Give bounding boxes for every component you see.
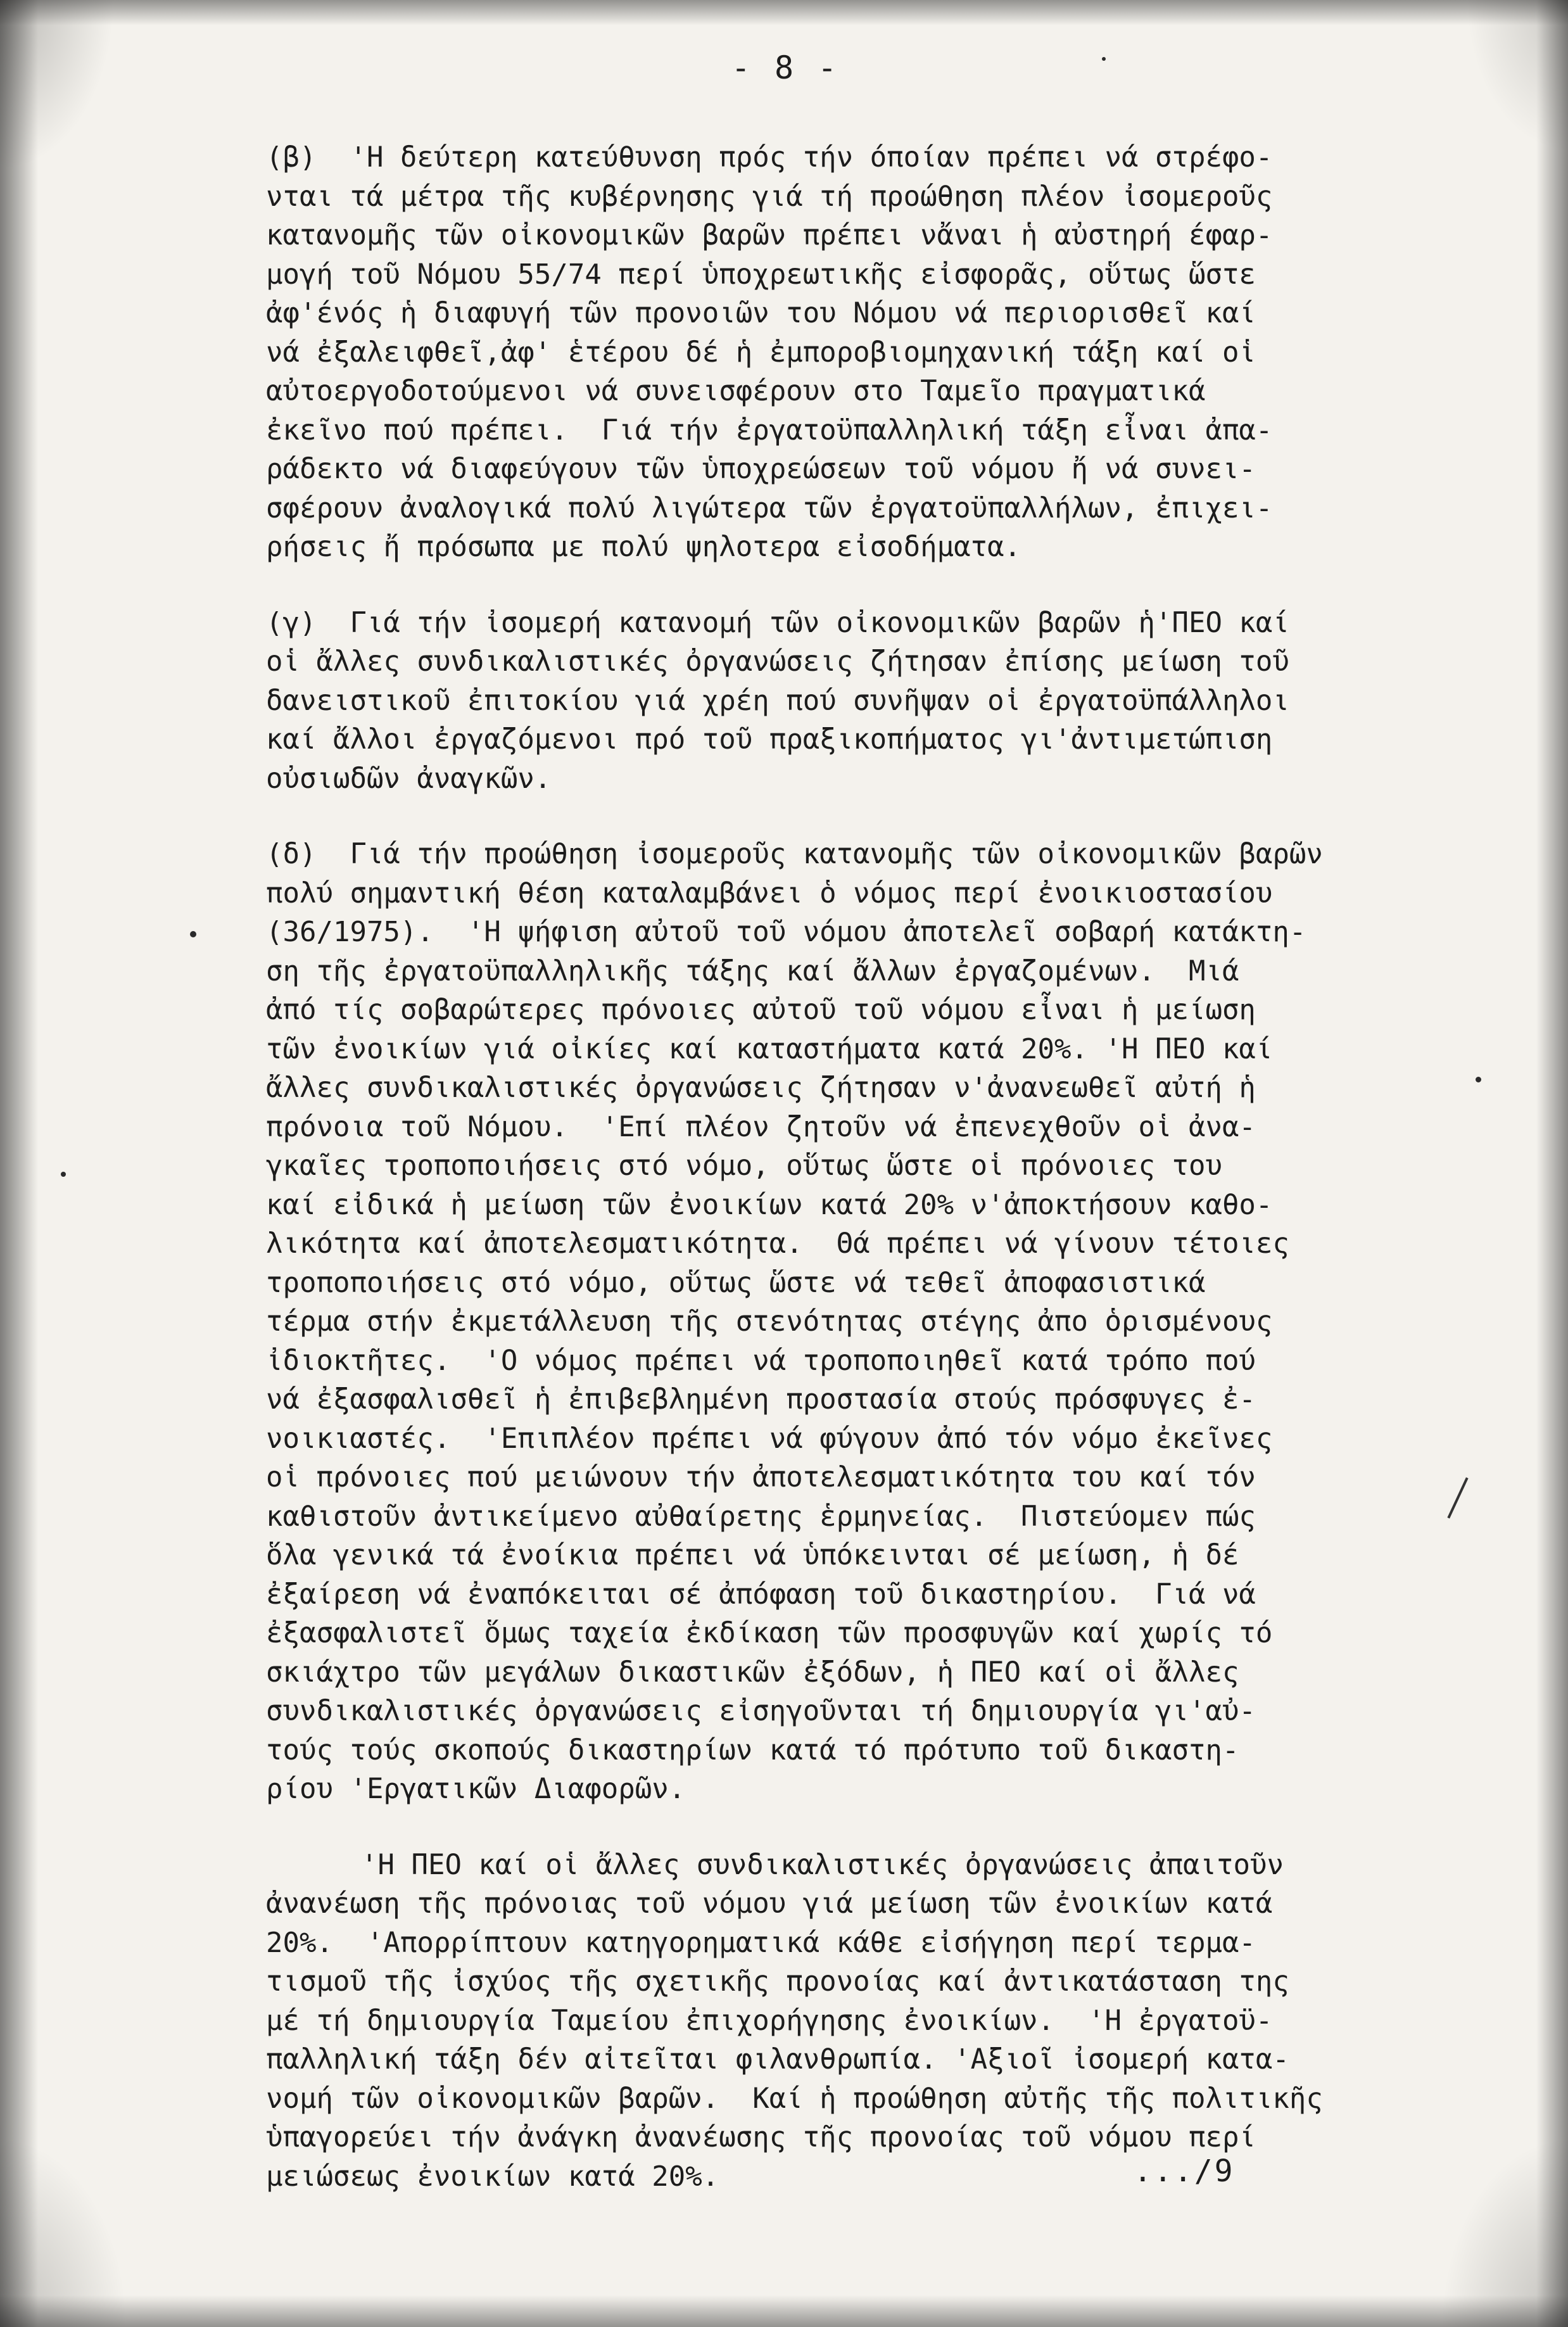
text-line: τροποποιήσεις στό νόμο, οὕτως ὥστε νά τεθεῖ ἀποφασιστικά xyxy=(266,1266,1206,1299)
text-line: νομή τῶν οἰκονομικῶν βαρῶν. Καί ἡ προώθηση αὐτῆς τῆς πολιτικῆς xyxy=(266,2082,1323,2115)
text-line: λικότητα καί ἀποτελεσματικότητα. Θά πρέπει νά γίνουν τέτοιες xyxy=(266,1227,1289,1260)
text-line: (β) 'Η δεύτερη κατεύθυνση πρός τήν όποίαν πρέπει νά στρέφο- xyxy=(266,141,1273,174)
text-line: νά ἐξαλειφθεῖ,ἀφ' ἑτέρου δέ ἡ ἐμποροβιομηχανική τάξη καί οἱ xyxy=(266,336,1256,369)
text-line: τῶν ἐνοικίων γιά οἰκίες καί καταστήματα κατά 20%. 'Η ΠΕΟ καί xyxy=(266,1032,1273,1065)
scan-shadow-right xyxy=(1536,0,1568,2327)
scan-speck xyxy=(61,1172,66,1177)
text-line: ἐξασφαλιστεῖ ὅμως ταχεία ἐκδίκαση τῶν προσφυγῶν καί χωρίς τό xyxy=(266,1617,1273,1649)
text-line: ση τῆς ἐργατοϋπαλληλικῆς τάξης καί ἄλλων ἐργαζομένων. Μιά xyxy=(266,954,1239,987)
text-line: νται τά μέτρα τῆς κυβέρνησης γιά τή προώθηση πλέον ἰσομεροῦς xyxy=(266,180,1273,213)
paragraph xyxy=(266,835,1419,1809)
text-line: ρήσεις ἤ πρόσωπα με πολύ ψηλοτερα εἰσοδήματα. xyxy=(266,531,1021,563)
scan-speck xyxy=(1476,1077,1481,1082)
text-line: οἱ πρόνοιες πού μειώνουν τήν ἀποτελεσματικότητα του καί τόν xyxy=(266,1461,1256,1493)
text-line: 'Η ΠΕΟ καί οἱ ἄλλες συνδικαλιστικές ὀργανώσεις ἀπαιτοῦν xyxy=(361,1848,1284,1881)
scan-speck xyxy=(1102,57,1106,61)
margin-pen-mark xyxy=(1447,1477,1468,1518)
text-line: ἀπό τίς σοβαρώτερες πρόνοιες αὐτοῦ τοῦ νόμου εἶναι ἡ μείωση xyxy=(266,994,1256,1026)
text-line: νά ἐξασφαλισθεῖ ἡ ἐπιβεβλημένη προστασία στούς πρόσφυγες ἐ- xyxy=(266,1383,1256,1416)
text-line: (γ) Γιά τήν ἰσομερή κατανομή τῶν οἰκονομικῶν βαρῶν ἡ'ΠΕΟ καί xyxy=(266,606,1289,639)
text-line: τούς τούς σκοπούς δικαστηρίων κατά τό πρότυπο τοῦ δικαστη- xyxy=(266,1734,1239,1766)
paragraph xyxy=(266,1846,1419,2197)
text-line: μειώσεως ἐνοικίων κατά 20%. xyxy=(266,2160,719,2193)
text-line: σφέρουν ἀναλογικά πολύ λιγώτερα τῶν ἐργατοϋπαλλήλων, ἐπιχει- xyxy=(266,491,1273,524)
text-line: δανειστικοῦ ἐπιτοκίου γιά χρέη πού συνῆψαν οἱ ἐργατοϋπάλληλοι xyxy=(266,684,1289,717)
text-line: μέ τή δημιουργία Ταμείου ἐπιχορήγησης ἐνοικίων. 'Η ἐργατοϋ- xyxy=(266,2004,1273,2037)
text-line: τισμοῦ τῆς ἰσχύος τῆς σχετικῆς προνοίας καί ἀντικατάσταση της xyxy=(266,1965,1289,1998)
text-line: ὅλα γενικά τά ἐνοίκια πρέπει νά ὑπόκεινται σέ μείωση, ἡ δέ xyxy=(266,1539,1239,1571)
paragraph xyxy=(266,138,1419,567)
text-line: ἀφ'ένός ἡ διαφυγή τῶν προνοιῶν του Νόμου νά περιορισθεῖ καί xyxy=(266,297,1256,329)
text-line: σκιάχτρο τῶν μεγάλων δικαστικῶν ἐξόδων, ἡ ΠΕΟ καί οἱ ἄλλες xyxy=(266,1656,1239,1689)
paragraph-gap xyxy=(266,798,1419,835)
text-line: πρόνοια τοῦ Νόμου. 'Επί πλέον ζητοῦν νά ἐπενεχθοῦν οἱ ἀνα- xyxy=(266,1110,1256,1143)
text-line: οὐσιωδῶν ἀναγκῶν. xyxy=(266,762,552,795)
scan-shadow-top xyxy=(0,0,1568,25)
text-line: ρίου 'Εργατικῶν Διαφορῶν. xyxy=(266,1773,686,1805)
scan-speck xyxy=(190,931,196,937)
text-line: ράδεκτο νά διαφεύγουν τῶν ὑποχρεώσεων τοῦ νόμου ἤ νά συνει- xyxy=(266,453,1256,485)
scan-shadow-left xyxy=(0,0,38,2327)
text-line: ἰδιοκτῆτες. 'Ο νόμος πρέπει νά τροποποιηθεῖ κατά τρόπο πού xyxy=(266,1344,1256,1377)
text-line: κατανομῆς τῶν οἰκονομικῶν βαρῶν πρέπει νἄναι ἡ αὐστηρή έφαρ- xyxy=(266,219,1273,251)
text-line: ἐκεῖνο πού πρέπει. Γιά τήν ἐργατοϋπαλληλική τάξη εἶναι ἀπα- xyxy=(266,414,1273,447)
document-body xyxy=(266,138,1419,2196)
text-line: συνδικαλιστικές ὀργανώσεις εἰσηγοῦνται τή δημιουργία γι'αὐ- xyxy=(266,1695,1256,1727)
text-line: 20%. 'Απορρίπτουν κατηγορηματικά κάθε εἰσήγηση περί τερμα- xyxy=(266,1926,1256,1959)
continuation-marker: ...∕9 xyxy=(1134,2153,1235,2189)
text-line: παλληλική τάξη δέν αἰτεῖται φιλανθρωπία. 'Αξιοῖ ἰσομερή κατα- xyxy=(266,2043,1289,2076)
text-line: ἐξαίρεση νά ἐναπόκειται σέ ἀπόφαση τοῦ δικαστηρίου. Γιά νά xyxy=(266,1578,1256,1611)
text-line: οἱ ἄλλες συνδικαλιστικές ὀργανώσεις ζήτησαν ἐπίσης μείωση τοῦ xyxy=(266,645,1289,678)
text-line: (δ) Γιά τήν προώθηση ἰσομεροῦς κατανομῆς τῶν οἰκονομικῶν βαρῶν xyxy=(266,838,1323,870)
paragraph-gap xyxy=(266,567,1419,604)
scan-shadow-bottom xyxy=(0,2295,1568,2327)
text-line: ἀνανέωση τῆς πρόνοιας τοῦ νόμου γιά μείωση τῶν ἐνοικίων κατά xyxy=(266,1887,1273,1920)
text-line: πολύ σημαντική θέση καταλαμβάνει ὁ νόμος περί ἐνοικιοστασίου xyxy=(266,877,1273,910)
text-line: ὑπαγορεύει τήν ἀνάγκη ἀνανέωσης τῆς προνοίας τοῦ νόμου περί xyxy=(266,2121,1256,2153)
text-line: (36/1975). 'Η ψήφιση αὐτοῦ τοῦ νόμου ἀποτελεῖ σοβαρή κατάκτη- xyxy=(266,916,1306,948)
page-number: - 8 - xyxy=(731,49,840,86)
paragraph xyxy=(266,604,1419,799)
text-line: γκαῖες τροποποιήσεις στό νόμο, οὕτως ὥστε οἱ πρόνοιες του xyxy=(266,1150,1222,1182)
paragraph-gap xyxy=(266,1809,1419,1846)
text-line: μογή τοῦ Νόμου 55/74 περί ὑποχρεωτικῆς εἰσφορᾶς, οὕτως ὥστε xyxy=(266,258,1256,291)
text-line: ἄλλες συνδικαλιστικές ὀργανώσεις ζήτησαν ν'ἀνανεωθεῖ αὐτή ἡ xyxy=(266,1072,1256,1104)
text-line: καθιστοῦν ἀντικείμενο αὐθαίρετης ἑρμηνείας. Πιστεύομεν πώς xyxy=(266,1500,1256,1533)
text-line: καί εἰδικά ἡ μείωση τῶν ἐνοικίων κατά 20% ν'ἀποκτήσουν καθο- xyxy=(266,1188,1273,1221)
text-line: τέρμα στήν ἐκμετάλλευση τῆς στενότητας στέγης ἀπο ὁρισμένους xyxy=(266,1305,1273,1338)
text-line: αὐτοεργοδοτούμενοι νά συνεισφέρουν στο Ταμεῖο πραγματικά xyxy=(266,375,1206,407)
text-line: νοικιαστές. 'Επιπλέον πρέπει νά φύγουν ἀπό τόν νόμο ἐκεῖνες xyxy=(266,1422,1273,1455)
text-line: καί ἄλλοι ἐργαζόμενοι πρό τοῦ πραξικοπήματος γι'ἀντιμετώπιση xyxy=(266,723,1273,756)
